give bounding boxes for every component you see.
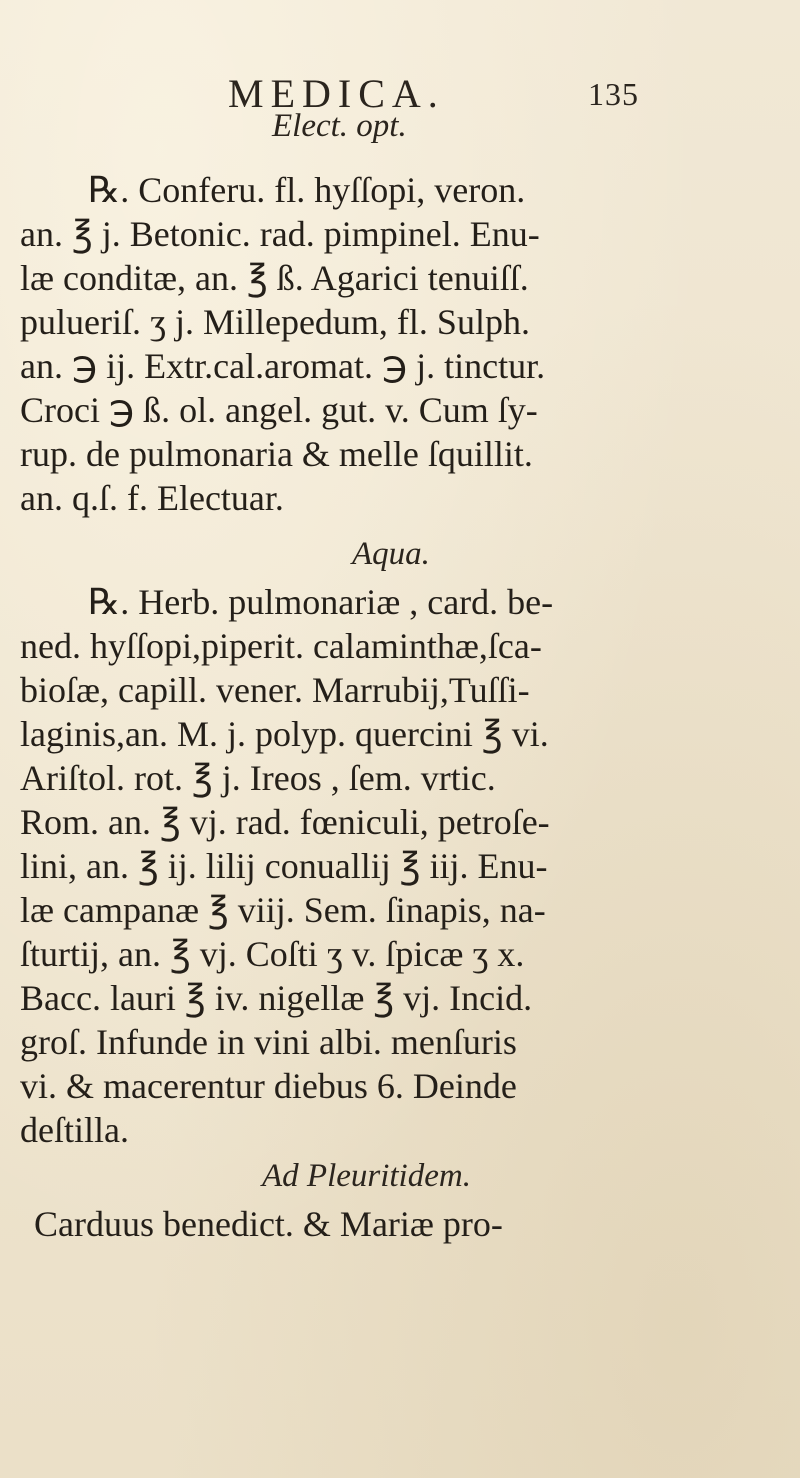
text-line: ſturtij, an. ℥ vj. Coſti ʒ v. ſpicæ ʒ x. [20,934,525,974]
text-line: vi. & macerentur diebus 6. Deinde [20,1066,517,1106]
aqua-recipe [20,580,640,1152]
electuary-recipe [20,168,640,520]
text-line: Ariſtol. rot. ℥ j. Ireos , ſem. vrtic. [20,758,496,798]
text-line: groſ. Infunde in vini albi. menſuris [20,1022,517,1062]
text-line: ℞. Herb. pulmonariæ , card. be- [88,582,554,622]
text-line: an. q.ſ. f. Electuar. [20,478,284,518]
text-line: Carduus benedict. & Mariæ pro- [34,1204,503,1244]
text-line: læ campanæ ℥ viij. Sem. ſinapis, na- [20,890,546,930]
text-line: ℞. Conferu. fl. hyſſopi, veron. [88,170,526,210]
text-line: lini, an. ℥ ij. lilij conuallij ℥ iij. Enu- [20,846,548,886]
text-line: ned. hyſſopi,piperit. calaminthæ,ſca- [20,626,542,666]
text-line: deſtilla. [20,1110,129,1150]
text-line: Croci ℈ ß. ol. angel. gut. v. Cum ſy- [20,390,538,430]
running-title: MEDICA. [228,71,445,116]
text-line: læ conditæ, an. ℥ ß. Agarici tenuiſſ. [20,258,529,298]
pleuritidem-recipe [20,1202,640,1246]
text-line: an. ℥ j. Betonic. rad. pimpinel. Enu- [20,214,540,254]
text-line: bioſæ, capill. vener. Marrubij,Tuſſi- [20,670,530,710]
section-heading-pleuritidem: Ad Pleuritidem. [262,1158,471,1194]
text-line: Rom. an. ℥ vj. rad. fœniculi, petroſe- [20,802,550,842]
text-line: rup. de pulmonaria & melle ſquillit. [20,434,533,474]
section-heading-electuary: Elect. opt. [272,108,407,144]
text-line: an. ℈ ij. Extr.cal.aromat. ℈ j. tinctur. [20,346,546,386]
section-heading-aqua: Aqua. [352,536,430,572]
text-line: laginis,an. M. j. polyp. quercini ℥ vi. [20,714,549,754]
text-line: pulueriſ. ʒ j. Millepedum, fl. Sulph. [20,302,530,342]
page-number: 135 [588,76,639,112]
text-line: Bacc. lauri ℥ iv. nigellæ ℥ vj. Incid. [20,978,533,1018]
